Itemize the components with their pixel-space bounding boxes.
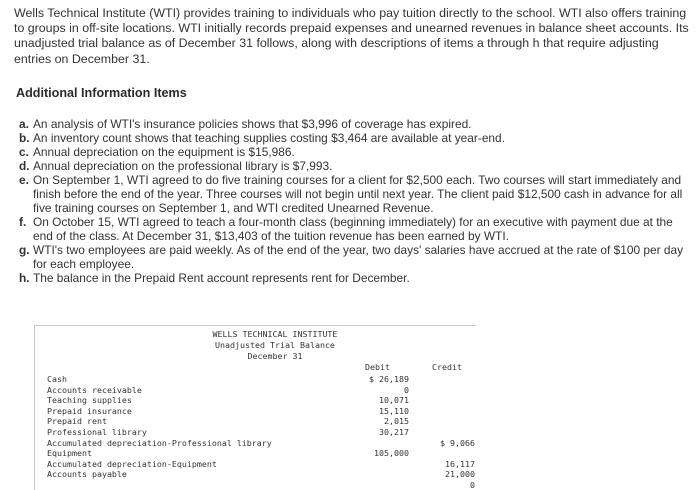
account-name: Teaching supplies	[47, 395, 132, 406]
list-item	[19, 215, 689, 243]
credit-column-header: Credit	[432, 362, 462, 372]
credit-amount: 0	[470, 479, 475, 490]
item-label: b.	[19, 131, 30, 145]
item-label: c.	[19, 145, 29, 159]
list-item	[19, 159, 689, 173]
intro-paragraph: Wells Technical Institute (WTI) provides training to individuals who pay tuition directly to the school. WTI also offers training to groups in off-site locations. WTI initially records prepaid expenses and unearned revenues in balance sheet accounts. Its unadjusted trial balance as of December 31 follows, along with descriptions of items a through h that require adjusting entries on December 31.	[14, 6, 689, 66]
table-row	[47, 459, 477, 470]
item-label: a.	[19, 117, 29, 131]
debit-amount: 15,110	[379, 405, 409, 416]
table-row	[47, 395, 477, 406]
list-item	[19, 271, 689, 285]
table-row	[47, 448, 477, 459]
table-row	[47, 416, 477, 427]
item-text: On October 15, WTI agreed to teach a four-month class (beginning immediately) for an executive with payment due at the end of the class. At December 31, $13,403 of the tuition revenue has been earned by WTI.	[33, 215, 673, 243]
account-name: Accumulated depreciation-Equipment	[47, 458, 217, 469]
account-name: Prepaid insurance	[47, 405, 132, 416]
item-text: Annual depreciation on the equipment is $15,986.	[33, 145, 295, 159]
statement-date: December 31	[247, 351, 303, 361]
trial-balance-header	[195, 329, 355, 362]
account-name: Accounts receivable	[47, 384, 142, 395]
statement-title: Unadjusted Trial Balance	[215, 340, 335, 350]
item-text: An inventory count shows that teaching supplies costing $3,464 are available at year-end.	[33, 131, 505, 145]
item-label: d.	[19, 159, 30, 173]
item-label: g.	[19, 243, 30, 257]
table-row	[47, 406, 477, 417]
account-name: Equipment	[47, 448, 92, 459]
table-row	[47, 438, 477, 449]
item-text: The balance in the Prepaid Rent account represents rent for December.	[33, 271, 410, 285]
item-label: f.	[19, 215, 27, 229]
account-name: Prepaid rent	[47, 416, 107, 427]
account-name: Accumulated depreciation-Professional library	[47, 437, 272, 448]
account-name: Professional library	[47, 426, 147, 437]
credit-amount: 16,117	[445, 458, 475, 469]
table-row	[47, 374, 477, 385]
list-item	[19, 145, 689, 159]
item-text: Annual depreciation on the professional library is $7,993.	[33, 159, 333, 173]
item-text: On September 1, WTI agreed to do five training courses for a client for $2,500 each. Two courses will start immediately and finish before the end of the year. Three courses will not begin until next year. The client paid $12,500 cash in advance for all five training courses on September 1, and WTI credited Unearned Revenue.	[33, 173, 683, 215]
table-row	[47, 480, 477, 490]
account-name: Accounts payable	[47, 469, 127, 480]
list-item	[19, 131, 689, 145]
credit-amount: $ 9,066	[440, 437, 475, 448]
trial-balance-table	[34, 325, 476, 490]
debit-amount: 0	[404, 384, 409, 395]
trial-balance-rows	[47, 374, 477, 490]
table-row	[47, 385, 477, 396]
table-row	[47, 427, 477, 438]
credit-amount: 21,000	[445, 469, 475, 480]
company-name: WELLS TECHNICAL INSTITUTE	[212, 329, 338, 339]
item-text: An analysis of WTI's insurance policies shows that $3,996 of coverage has expired.	[33, 117, 472, 131]
debit-amount: 2,015	[384, 416, 409, 427]
item-label: h.	[19, 271, 30, 285]
list-item	[19, 173, 689, 215]
list-item	[19, 243, 689, 271]
debit-amount: 10,071	[379, 395, 409, 406]
section-title: Additional Information Items	[16, 86, 187, 100]
debit-column-header: Debit	[365, 362, 390, 372]
item-text: WTI's two employees are paid weekly. As of the end of the year, two days' salaries have accrued at the rate of $100 per day for each employee.	[33, 243, 684, 271]
table-row	[47, 469, 477, 480]
debit-amount: $ 26,189	[369, 374, 409, 384]
debit-amount: 105,000	[374, 448, 409, 459]
account-name: Cash	[47, 374, 67, 384]
list-item	[19, 117, 689, 131]
item-label: e.	[19, 173, 29, 187]
debit-amount: 30,217	[379, 426, 409, 437]
additional-items-list	[19, 117, 689, 285]
